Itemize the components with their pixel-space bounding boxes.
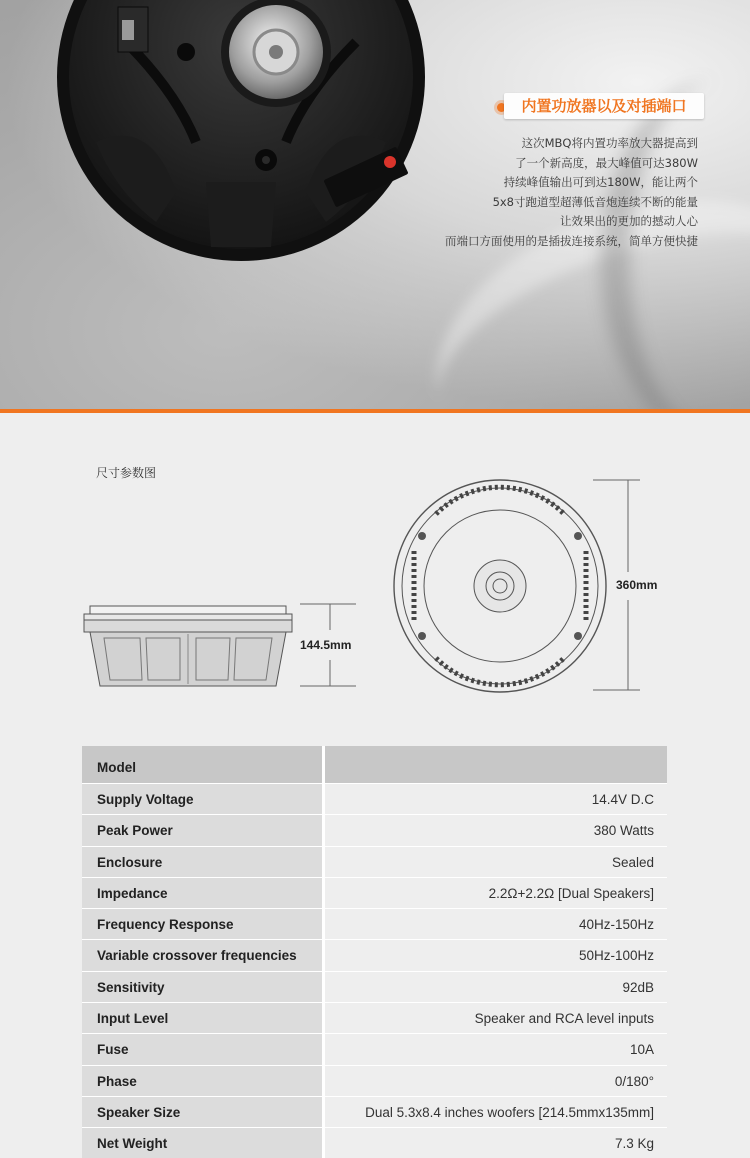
spec-row [82, 784, 667, 815]
spec-row [82, 972, 667, 1003]
spec-row [82, 1034, 667, 1065]
spec-row [82, 815, 667, 846]
spec-value: 380 Watts [325, 815, 667, 845]
spec-value: 7.3 Kg [325, 1128, 667, 1158]
spec-value: Dual 5.3x8.4 inches woofers [214.5mmx135mm] [325, 1097, 667, 1127]
spec-key: Input Level [82, 1003, 322, 1033]
spec-value: 10A [325, 1034, 667, 1064]
spec-key: Frequency Response [82, 909, 322, 939]
spec-key: Net Weight [82, 1128, 322, 1158]
feature-title: 内置功放器以及对插端口 [504, 93, 704, 119]
spec-key: Supply Voltage [82, 784, 322, 814]
spec-row [82, 1097, 667, 1128]
dimension-title: 尺寸参数图 [96, 466, 157, 480]
spec-key: Phase [82, 1066, 322, 1096]
spec-row [82, 1003, 667, 1034]
spec-value: 14.4V D.C [325, 784, 667, 814]
spec-value: 0/180° [325, 1066, 667, 1096]
spec-row [82, 909, 667, 940]
feature-line: 这次MBQ将内置功率放大器提高到 [521, 136, 698, 150]
feature-description [380, 134, 698, 251]
spec-value: 2.2Ω+2.2Ω [Dual Speakers] [325, 878, 667, 908]
feature-line: 持续峰值输出可到达180W，能让两个 [503, 175, 698, 189]
spec-value: Sealed [325, 847, 667, 877]
spec-row [82, 940, 667, 971]
spec-row [82, 1128, 667, 1158]
height-dimension-label: 144.5mm [300, 638, 352, 652]
section-divider [0, 409, 750, 413]
spec-value: 92dB [325, 972, 667, 1002]
feature-line: 而端口方面使用的是插拔连接系统，简单方便快捷 [445, 233, 698, 248]
feature-line: 了一个新高度，最大峰值可达380W [515, 155, 698, 170]
spec-key: Fuse [82, 1034, 322, 1064]
spec-key: Speaker Size [82, 1097, 322, 1127]
spec-row [82, 1066, 667, 1097]
spec-header-key: Model [82, 746, 322, 783]
diameter-dimension-label: 360mm [616, 578, 658, 592]
spec-row [82, 847, 667, 878]
spec-key: Impedance [82, 878, 322, 908]
spec-key: Variable crossover frequencies [82, 940, 322, 970]
spec-key: Peak Power [82, 815, 322, 845]
spec-value: 50Hz-100Hz [325, 940, 667, 970]
spec-key: Sensitivity [82, 972, 322, 1002]
spec-table [82, 746, 667, 1158]
feature-line: 5x8寸跑道型超薄低音炮连续不断的能量 [492, 194, 698, 209]
spec-row [82, 878, 667, 909]
subwoofer-product-image [56, 0, 426, 262]
spec-key: Enclosure [82, 847, 322, 877]
spec-value: Speaker and RCA level inputs [325, 1003, 667, 1033]
spec-header-value [325, 746, 667, 783]
spec-header-row [82, 746, 667, 784]
spec-value: 40Hz-150Hz [325, 909, 667, 939]
hero-banner [0, 0, 750, 412]
feature-line: 让效果出的更加的撼动人心 [560, 214, 698, 228]
